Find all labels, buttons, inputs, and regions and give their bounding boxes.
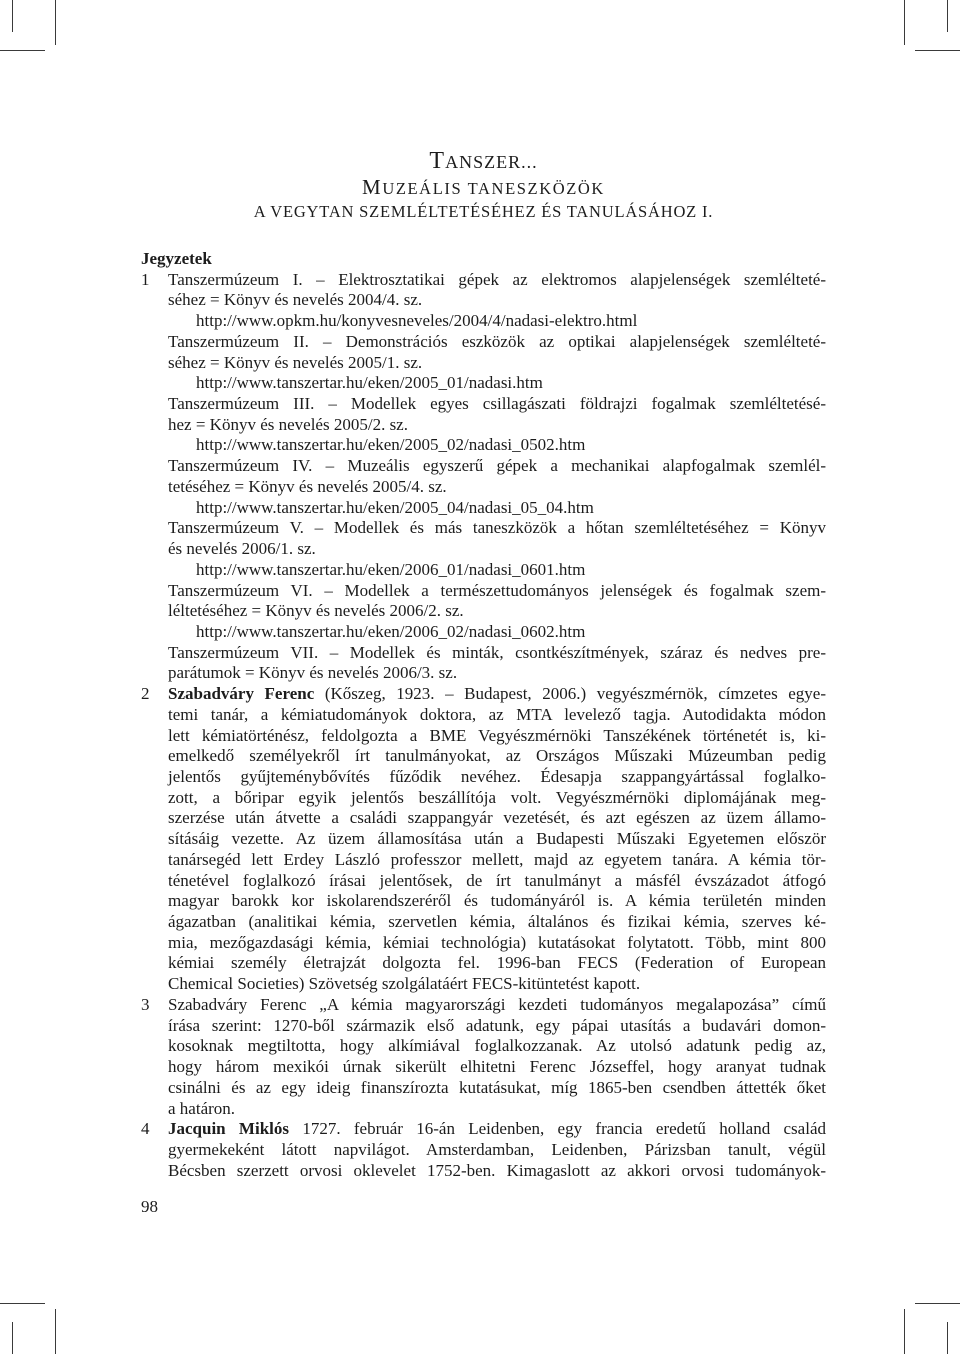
- note-line: [168, 891, 826, 912]
- line-content: [168, 974, 640, 993]
- line-text: séhez = Könyv és nevelés 2005/1. sz.: [168, 352, 423, 372]
- line-content: [168, 290, 422, 309]
- note-line: [168, 871, 826, 892]
- note-number: 1: [141, 269, 150, 289]
- line-content: [168, 1099, 235, 1118]
- line-text: ágazatban (analitikai kémia, szervetlen kémia, általános és fizikai kémia, szerves ké-: [168, 912, 826, 932]
- note-line: [168, 353, 422, 374]
- note-line: [168, 332, 826, 353]
- note-url: [196, 311, 637, 332]
- line-text: Tanszermúzeum VI. – Modellek a természettudományos jelenségek és fogalmak szem-: [168, 580, 826, 600]
- line-content: [168, 539, 316, 558]
- note-url: [196, 622, 585, 643]
- author-name: Szabadváry Ferenc: [168, 684, 315, 704]
- note-line: [168, 1099, 235, 1120]
- line-text: szerzése után átvette a családi szappangyár vezetését, és azt egészen az üzem államo-: [168, 808, 826, 828]
- line-text: magyar barokk kor iskolarendszeréről és tudományáról is. A kémia területén minden: [168, 891, 826, 911]
- line-text: Tanszermúzeum IV. – Muzeális egyszerű gépek a mechanikai alapfogalmak szemlél-: [168, 456, 826, 476]
- line-text: http://www.opkm.hu/konyvesneveles/2004/4/nadasi-elektro.html: [196, 311, 638, 331]
- note-line: [168, 684, 826, 705]
- line-content: [168, 581, 826, 600]
- note-line: [168, 477, 447, 498]
- line-text: Chemical Societies) Szövetség szolgálatáért FECS-kitüntetést kapott.: [168, 974, 641, 994]
- line-text: Tanszermúzeum II. – Demonstrációs eszközök az optikai alapjelenségek szemlélteté-: [168, 331, 826, 351]
- line-content: [196, 373, 543, 392]
- line-text: írása szerint: 1270-ből származik első adatunk, egy pápai utasítás a budavári domon-: [168, 1015, 826, 1035]
- line-content: [168, 871, 826, 890]
- note-line: [168, 1057, 826, 1078]
- note-number: 4: [141, 1119, 150, 1139]
- note-url: [196, 435, 585, 456]
- note-line: [168, 767, 826, 788]
- line-content: [168, 726, 826, 745]
- line-content: [168, 746, 826, 765]
- author-name: Jacquin Miklós: [168, 1119, 289, 1139]
- line-text: tetéséhez = Könyv és nevelés 2005/4. sz.: [168, 476, 447, 496]
- line-content: [196, 435, 585, 454]
- line-text: temi tanár, a kémiatudományok doktora, az MTA levelező tagja. Autodidakta módon: [168, 704, 826, 724]
- line-content: [196, 311, 637, 330]
- line-text: http://www.tanszertar.hu/eken/2005_02/nadasi_0502.htm: [196, 435, 586, 455]
- line-content: [168, 1161, 826, 1180]
- line-text: Bécsben szerzett orvosi oklevelet 1752-ben. Kimagaslott az akkori orvosi tudományok-: [168, 1160, 826, 1180]
- line-content: [168, 850, 826, 869]
- note-line: [168, 746, 826, 767]
- note-line: [168, 705, 826, 726]
- note-line: [168, 953, 826, 974]
- note-line: [168, 290, 422, 311]
- line-text: Tanszermúzeum VII. – Modellek és minták, csontkészítmények, száraz és nedves pre-: [168, 642, 826, 662]
- note-line: [168, 415, 408, 436]
- line-content: [168, 415, 408, 434]
- line-text: léltetéséhez = Könyv és nevelés 2006/2. sz.: [168, 601, 464, 621]
- line-text: a határon.: [168, 1098, 236, 1118]
- line-content: [196, 622, 585, 641]
- line-text: jelentős gyűjteménybővítés fűződik nevéhez. Édesapja szappangyártással foglalko-: [168, 767, 826, 786]
- line-text: parátumok = Könyv és nevelés 2006/3. sz.: [168, 663, 458, 683]
- note-number: 2: [141, 684, 150, 704]
- line-content: [168, 456, 826, 475]
- line-content: [168, 518, 826, 537]
- line-content: [168, 663, 457, 682]
- note-line: [168, 808, 826, 829]
- line-content: [168, 933, 826, 952]
- line-content: [168, 788, 826, 807]
- note-url: [196, 498, 594, 519]
- line-text: csinálni és az egy ideig finanszírozta kutatásukat, míg 1865-ben csendben áttették őket: [168, 1077, 826, 1097]
- line-text: http://www.tanszertar.hu/eken/2006_02/nadasi_0602.htm: [196, 621, 586, 641]
- line-text: kémiai személy életrajzát dolgozta fel. 1996-ban FECS (Federation of European: [168, 953, 826, 973]
- line-content: [168, 353, 422, 372]
- line-content: [168, 332, 826, 351]
- line-text: és nevelés 2006/1. sz.: [168, 539, 316, 559]
- line-content: [168, 270, 826, 289]
- line-content: [168, 684, 826, 703]
- note-line: [168, 1016, 826, 1037]
- note-line: [168, 995, 826, 1016]
- note-line: [168, 601, 464, 622]
- line-content: [168, 1140, 826, 1159]
- line-text: lett kémiatörténész, feldolgozta a BME Vegyészmérnöki Tanszékének történetét is, ki-: [168, 725, 826, 745]
- note-line: [168, 518, 826, 539]
- note-line: [168, 974, 640, 995]
- notes-section: [141, 249, 826, 1189]
- line-text: Tanszermúzeum III. – Modellek egyes csillagászati földrajzi fogalmak szemléltetésé-: [168, 394, 826, 414]
- line-text: http://www.tanszertar.hu/eken/2005_04/nadasi_05_04.htm: [196, 497, 594, 517]
- line-content: [168, 1036, 826, 1055]
- line-text: Tanszermúzeum V. – Modellek és más taneszközök a hőtan szemléltetéséhez = Könyv: [168, 518, 826, 538]
- line-text: http://www.tanszertar.hu/eken/2006_01/nadasi_0601.htm: [196, 559, 586, 579]
- article-title-line-2: MUZEÁLIS TANESZKÖZÖK: [362, 175, 605, 199]
- note-line: [168, 456, 826, 477]
- note-line: [168, 663, 457, 684]
- note-line: [168, 643, 826, 664]
- line-content: [168, 1119, 826, 1138]
- article-title-line-1: TANSZER...: [429, 148, 538, 174]
- line-content: [168, 601, 464, 620]
- note-url: [196, 373, 543, 394]
- line-content: [168, 767, 826, 786]
- line-text: hez = Könyv és nevelés 2005/2. sz.: [168, 414, 408, 434]
- line-text: emelkedő személyekről írt tanulmányokat, az Országos Műszaki Múzeumban pedig: [168, 746, 826, 766]
- line-content: [168, 953, 826, 972]
- line-text: tanársegéd lett Erdey László professzor mellett, majd az egyetem tanára. A kémia tör-: [168, 849, 826, 869]
- line-text: zott, a bőripar egyik jelentős beszállítója volt. Vegyészmérnöki diplomájának meg-: [168, 787, 826, 807]
- line-content: [168, 1016, 826, 1035]
- line-content: [168, 1078, 826, 1097]
- line-content: [168, 477, 447, 496]
- note-number: 3: [141, 994, 150, 1014]
- note-line: [168, 1036, 826, 1057]
- line-content: [168, 1057, 826, 1076]
- line-content: [196, 498, 594, 517]
- line-text: hogy három mexikói úrnak sikerült elhitetni Ferenc Józseffel, hogy aranyat tudnak: [168, 1057, 826, 1077]
- line-text: gyermekeként látott napvilágot. Amsterdamban, Leidenben, Párizsban tanult, végül: [168, 1139, 826, 1159]
- line-text: Tanszermúzeum I. – Elektrosztatikai gépek az elektromos alapjelenségek szemlélteté-: [168, 269, 826, 289]
- line-text: mia, mezőgazdasági kémia, kémiai technológia) kutatásokat folytatott. Több, mint 800: [168, 932, 826, 952]
- note-line: [168, 726, 826, 747]
- note-line: [168, 1078, 826, 1099]
- line-content: [168, 891, 826, 910]
- line-text: kosoknak megtiltotta, hogy alkímiával foglalkozzanak. Az utolsó adatunk pedig az,: [168, 1036, 826, 1056]
- note-line: [168, 933, 826, 954]
- note-line: [168, 394, 826, 415]
- line-content: [196, 560, 585, 579]
- note-url: [196, 560, 585, 581]
- line-text: sításáig vezette. Az üzem államosítása után a Budapesti Műszaki Egyetemen először: [168, 829, 826, 849]
- line-text: http://www.tanszertar.hu/eken/2005_01/nadasi.htm: [196, 373, 543, 393]
- line-content: [168, 829, 826, 848]
- line-content: [168, 912, 826, 931]
- note-line: [168, 788, 826, 809]
- note-line: [168, 581, 826, 602]
- line-text: Szabadváry Ferenc „A kémia magyarországi kezdeti tudományos megalapozása” című: [168, 994, 826, 1014]
- note-line: [168, 1161, 826, 1182]
- line-text: 1727. február 16-án Leidenben, egy francia eredetű holland család: [302, 1119, 826, 1139]
- note-line: [168, 1140, 826, 1161]
- line-content: [168, 995, 826, 1014]
- page-number: 98: [141, 1197, 158, 1216]
- note-line: [168, 850, 826, 871]
- line-content: [168, 394, 826, 413]
- line-content: [168, 643, 826, 662]
- notes-heading: Jegyzetek: [141, 249, 212, 268]
- note-line: [168, 1119, 826, 1140]
- line-content: [168, 808, 826, 827]
- article-title-line-3: A VEGYTAN SZEMLÉLTETÉSÉHEZ ÉS TANULÁSÁHOZ I.: [253, 202, 714, 221]
- note-line: [168, 829, 826, 850]
- line-text: (Kőszeg, 1923. – Budapest, 2006.) vegyészmérnök, címzetes egye-: [324, 684, 826, 704]
- line-text: ténetével foglalkozó írásai jelentősek, de írt tanulmányt a másfél évszázadot átfogó: [168, 870, 826, 890]
- line-content: [168, 705, 826, 724]
- line-text: séhez = Könyv és nevelés 2004/4. sz.: [168, 290, 423, 310]
- note-line: [168, 270, 826, 291]
- note-line: [168, 539, 316, 560]
- note-line: [168, 912, 826, 933]
